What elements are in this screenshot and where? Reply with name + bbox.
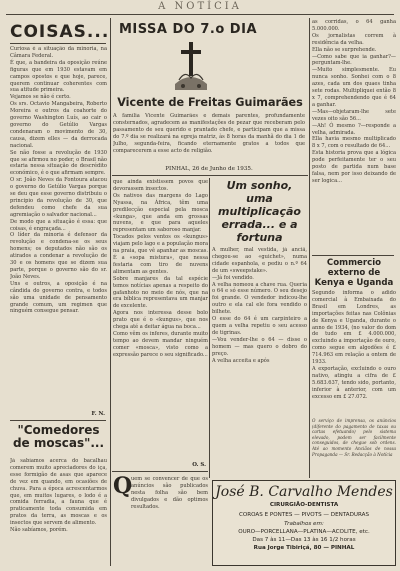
sonho-body: A mulher, mal vestida, já anciã, chegou-se ao «guichet», numa cidade espanhola, e pediu o n.º 64 de um «sweepstake». —Já foi vendido. A velha nomeou a chave rua. Queria o 64 e só esse número. O seu desejo foi grande. O vendedor indicou-lhe outro e ela cal ele fora vendido o bilhete. O esse do 64 é um carpinteiro a quem a velha repetiu o seu acesso de tigrinas. —Vou vender-lhe o 64 — disse o homem — mas quero o dobro do preço. A velha acceita e após bbox=[212, 247, 307, 364]
coisas-body: Curiosa é a situação da minoria, na Câmara Federal. É que, a bandeira da oposição reúne figuras que em 1930 estavam em campos opostos e que hoje, parece, querem continuar coherentes com sua atitude primeira. Vejamos se não é certo. Os srs. Octavio Mangabeira, Roberto Moreira e outros da coahorte do governo Washington Luís, ao cair o governo do Getúlio Vargas condenaram o movimento de 30, causa, dizem elles — da derrocada nacional. Se não fosse a revolução de 1930 que se afirmou no poder, o Brasil não estaria nessa situação de descrédito económico, é o que afirmam sempre. O sr. João Neves da Fontoura atacou o governo do Getúlio Vargas porque se deu que esse governo distribuiu o principio da revolução de 30, que defendeu como chefe da sua agremiação o salvador nacional... De modo que a situação é essa: que coisas, é engraçada... O líder da minoria é defensor da revolução e condena-se os seus homens; os deputados não são os atirados a condenar a revolução de 30 e os homens que se dizem sua parte, porque o governo são do sr. João Neves. Uns e outros, a oposição é na cândida do governo contra, e todos são uma unidade de pensamento grande comum, um regimen que ninguém consegue pensar. bbox=[10, 46, 107, 315]
kenya-title: Commercio externo de Kenya e Uganda bbox=[314, 258, 394, 288]
col2-rule bbox=[112, 471, 208, 472]
continued-signature: O. S. bbox=[192, 462, 206, 468]
col4-rule bbox=[312, 255, 394, 256]
comedores-title: "Comedores de moscas"... bbox=[12, 423, 105, 450]
masthead-rule bbox=[6, 14, 394, 15]
advertising-note: uem se convencer de que os anúncios são publicados nesta folha são bem divulgados e dão optimos resultados. bbox=[131, 476, 208, 510]
mass-notice: A família Vicente Guimarães e demais parentes, profundamente consternados, agradecem as manifestações de pezar que receberam pelo passamento de seu querido e prantado chefe, e participam que a missa do 7.º dia se realizará na egreja matriz, às 8 horas da manhã do dia 1 de Julho, segunda-feira, ficando eternamente gratos a todos que comparecerem a esse acto de religião. bbox=[113, 113, 305, 154]
press-notice: O serviço de imprensa, os anúncios (diferente do pagamento de taxas ou cartas efetuando) pelo sistema elevado, podem ser facilmente conseguidos, de chegue sob ordens. Até ao momento Anciãos de nossa Propaganda — Sr. Redacção à Notícia bbox=[312, 418, 396, 457]
coisas-title: COISAS... bbox=[10, 22, 110, 42]
dentist-materials: OURO—PORCELLANA—PLATINA—ACOLITE, etc. bbox=[238, 529, 370, 535]
dentist-address: Rua Jorge Tibiriçá, 80 — PINHAL bbox=[253, 545, 355, 551]
dentist-hours: Das 7 às 11—Das 13 às 16 1/2 horas bbox=[252, 537, 356, 543]
comedores-continued: que ainda existissem povos que devorassem insectos. Os nativos das margens do Lago Nyassa, na África, têm uma predilecção especial pela mosca «kunga», que anda em grossas nuvens, e que para aqueles representam um saboroso manjar. Tocados pelos ventos os «kungus» viajam pelo lago e a população mora na praia, que vê apanhar as moscas. É a «sopa mistura», que nessa festaria com tiro de nuvens alimentam as gentes. Sobre manjares da tal espécie temos notícias apenas a respeito do gafanhoto no meio de nós, que na era bíblica representava um manjar de excelente. Agora nos interessa desse bolo prato que é o «kungus», que nos chega até a deitar água na boca... Como vêm os inferes, durante muito tempo ao devem mandar ninguém comer «mosca», visto como a expressão parece o seu significado... bbox=[113, 179, 208, 358]
deceased-name: Vicente de Freitas Guimarães bbox=[117, 96, 303, 109]
dentist-title: CIRURGIÃO-DENTISTA bbox=[269, 502, 339, 508]
sonho-headline: Um sonho, uma multiplicação errada... e a fortuna bbox=[218, 179, 301, 244]
dentist-name: José B. Carvalho Mendes bbox=[215, 484, 393, 500]
kenya-body: Segundo informa o adido comercial à Embaixada do Brasil em Londres, as importações feitas nas Colônias de Kenya e Uganda, durante o anno de 1934, (no valor do dom de tudo em £ 4.000.000, excluindo a importação de ouro, como segue em algodões é £ 714.963 em relação a ontem de 1933. A exportação, excluindo o ouro nativo, atingiu a cifra de £ 5.683.637, tendo sido, portanto, inferior à anterior, com um excesso em £ 27.072. bbox=[312, 290, 396, 400]
dentist-materials-label: Trabalhos em: bbox=[284, 521, 324, 527]
column-divider bbox=[110, 18, 111, 566]
coisas-signature: F. N. bbox=[91, 411, 105, 417]
column-divider-2 bbox=[209, 178, 210, 478]
col1-rule bbox=[10, 43, 106, 44]
place-date: PINHAL, 26 de Junho de 1935. bbox=[165, 166, 253, 172]
notice-rule bbox=[112, 175, 308, 176]
missa-title: MISSA DO 7.o DIA bbox=[119, 22, 257, 37]
dentist-services: COROAS E PONTES — PIVOTS — DENTADURAS bbox=[238, 512, 370, 518]
comedores-body: Já sabíamos acerca do bacalhau comerem muito apreciadores do iça, esse formigão de asas que aparece de vez em quando, em ocasiões de chuva. Para a época acrescentarmos que, em muitos lugares, o lodo é a comida ferradia, a fauna que é praticamente toda consumida em pratos da terra, as moscas e os insectos que servem de alimento. Não sabíamos, porém. bbox=[10, 458, 107, 534]
sonho-continued: as corridas, o 64 ganha 5.000.000. Os jornalistas correm à residência da velha. Ella não se surprehende. —Como sabe que ia ganhar?—perguntam-lhe. —Muito simplesmente. Eu nunca sonho. Sonhei com o 8 azes, cada um dos quaes tinha sete rodas. Multipliquei então 8 x 7, comprehendendo que é 64 a ganhar. —Mas—objetaram-lhe sete vezes oito são 56... —Ah! Ó mesmo ?—responde a velha, admirada. Ella havia mesmo multiplicado 8 x 7, com o resultado de 64... Esta historia prova que a lógica pode perfeitamente ter o seu posto de partida num base falsa, nem por isso deixando de ser logica... bbox=[312, 19, 396, 184]
dentist-ad bbox=[212, 480, 396, 566]
masthead: A NOTÍCIA bbox=[158, 1, 242, 12]
mourning-cross-icon bbox=[171, 40, 211, 94]
drop-cap: Q bbox=[113, 473, 133, 499]
column-divider-3 bbox=[309, 18, 310, 478]
col1-rule-2 bbox=[10, 420, 106, 421]
